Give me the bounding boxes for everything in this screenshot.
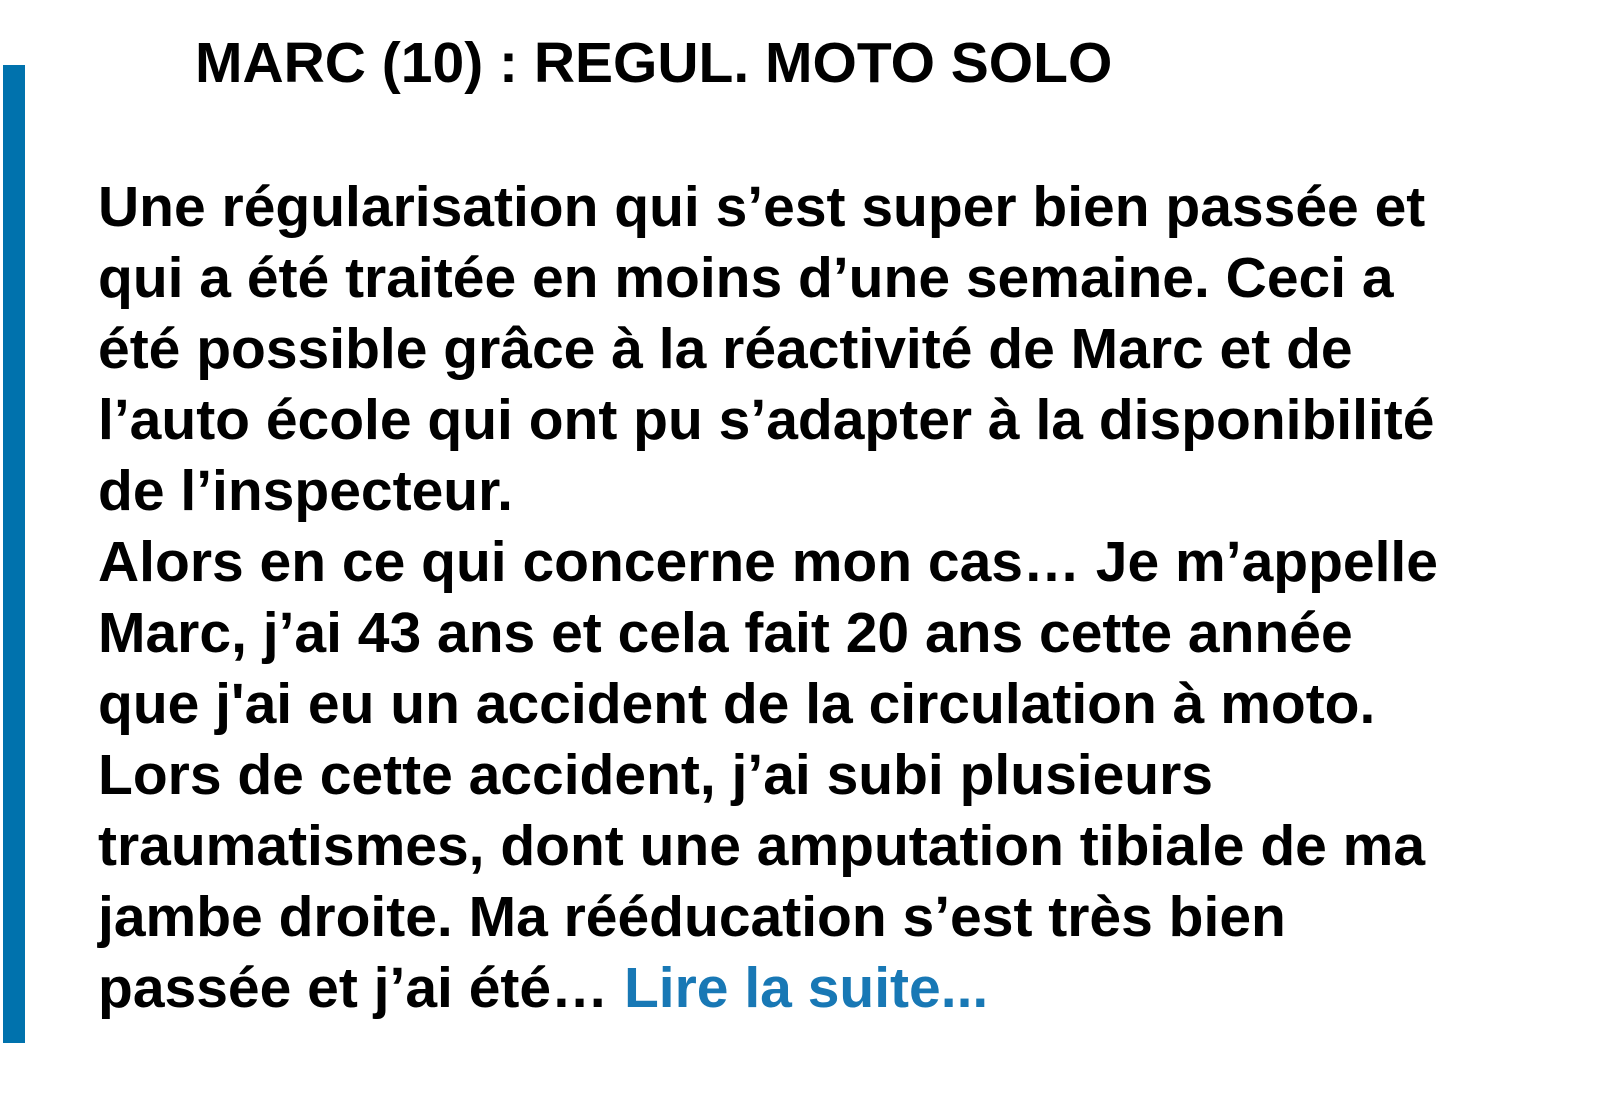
paragraph-last-line xyxy=(98,953,1438,1024)
paragraph-line: Lors de cette accident, j’ai subi plusieurs xyxy=(98,743,1214,807)
paragraph-line: qui a été traitée en moins d’une semaine. Ceci a xyxy=(98,246,1394,310)
paragraph-line: Marc, j’ai 43 ans et cela fait 20 ans cette année xyxy=(98,601,1353,665)
paragraph-line: l’auto école qui ont pu s’adapter à la disponibilité xyxy=(98,388,1435,452)
paragraph-line: jambe droite. Ma rééducation s’est très bien xyxy=(98,885,1286,949)
paragraph-line: de l’inspecteur. xyxy=(98,459,513,523)
accent-bar xyxy=(3,65,25,1043)
page-title: MARC (10) : REGUL. MOTO SOLO xyxy=(195,31,1113,95)
paragraph-line: Alors en ce qui concerne mon cas… Je m’appelle xyxy=(98,530,1438,594)
paragraph-line: Une régularisation qui s’est super bien passée et xyxy=(98,175,1426,239)
read-more-link[interactable]: Lire la suite... xyxy=(623,956,989,1020)
paragraph-line: été possible grâce à la réactivité de Marc et de xyxy=(98,317,1353,381)
article-body xyxy=(98,172,1438,1024)
paragraph-last-line-text: passée et j’ai été… xyxy=(98,956,624,1020)
paragraph-line: que j'ai eu un accident de la circulation à moto. xyxy=(98,672,1376,736)
paragraph-line: traumatismes, dont une amputation tibiale de ma xyxy=(98,814,1426,878)
